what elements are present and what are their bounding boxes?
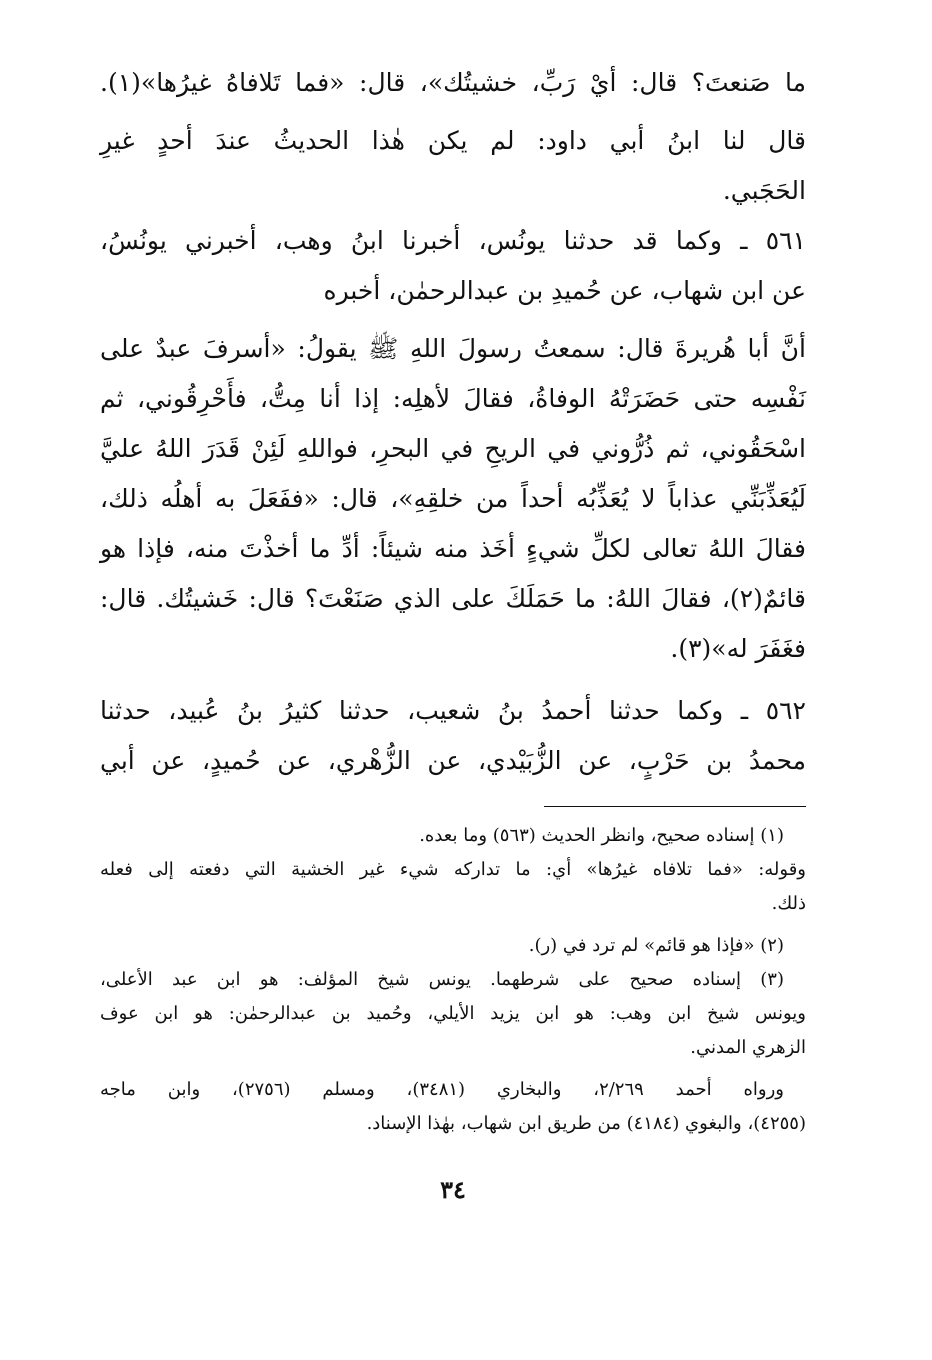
footnote-2: (٢) «فإذا هو قائم» لم ترد في (ر). (528, 935, 784, 956)
text-line: اسْحَقُوني، ثم ذُرُّوني في الريحِ في البحرِ، فواللهِ لَئِنْ قَدَرَ اللهُ عليَّ (100, 434, 806, 463)
hadith-561-line: ٥٦١ ـ وكما قد حدثنا يونُس، أخبرنا ابنُ وهب، أخبرني يونُسُ، (100, 226, 806, 255)
text-line: محمدُ بن حَرْبٍ، عن الزُّبَيْدي، عن الزُّهْري، عن حُميدٍ، عن أبي (100, 746, 806, 775)
text-line: عن ابن شهاب، عن حُميدِ بن عبدالرحمٰن، أخبره (323, 276, 806, 305)
book-page (100, 70, 806, 1330)
footnote-3: (٣) إسناده صحيح على شرطهما. يونس شيخ المؤلف: هو ابن عبد الأعلى، (100, 969, 784, 990)
footnote-separator (544, 806, 806, 807)
footnote-line: ذلك. (771, 893, 806, 914)
footnotes (100, 827, 806, 1149)
main-text (100, 70, 806, 798)
footnote-1: (١) إسناده صحيح، وانظر الحديث (٥٦٣) وما بعده. (419, 825, 784, 846)
text-line: أنَّ أبا هُريرةَ قال: سمعتُ رسولَ اللهِ ﷺ يقولُ: «أسرفَ عبدٌ على (100, 334, 806, 363)
footnote-line: الزهري المدني. (690, 1037, 806, 1058)
page-number: ٣٤ (440, 1175, 466, 1204)
text-line: الحَجَبي. (722, 176, 806, 205)
footnote-line: ورواه أحمد ٢/٢٦٩، والبخاري (٣٤٨١)، ومسلم (٢٧٥٦)، وابن ماجه (100, 1079, 784, 1100)
footnote-line: (٤٢٥٥)، والبغوي (٤١٨٤) من طريق ابن شهاب، بهٰذا الإسناد. (366, 1113, 806, 1134)
text-line: قائمٌ(٢)، فقالَ اللهُ: ما حَمَلَكَ على الذي صَنَعْتَ؟ قال: خَشيتُك. قال: (100, 584, 806, 613)
text-line: فغَفَرَ له»(٣). (670, 634, 806, 663)
text-line: فقالَ اللهُ تعالى لكلِّ شيءٍ أخَذ منه شيئاً: أدِّ ما أخذْتَ منه، فإذا هو (100, 534, 806, 563)
text-line: لَيُعَذِّبَنِّي عذاباً لا يُعَذِّبُه أحداً من خلقِهِ»، قال: «ففَعَلَ به أهلُه ذلك، (100, 484, 806, 513)
footnote-line: ويونس شيخ ابن وهب: هو ابن يزيد الأيلي، وحُميد بن عبدالرحمٰن: هو ابن عوف (100, 1003, 806, 1024)
text-line: ما صَنعتَ؟ قال: أيْ رَبِّ، خشيتُك»، قال: «فما تَلافاهُ غيرُها»(١). (100, 68, 806, 97)
hadith-562-line: ٥٦٢ ـ وكما حدثنا أحمدُ بنُ شعيب، حدثنا كثيرُ بنُ عُبيد، حدثنا (100, 696, 806, 725)
footnote-line: وقوله: «فما تلافاه غيرُها» أي: ما تداركه شيء غير الخشية التي دفعته إلى فعله (100, 859, 806, 880)
text-line: قال لنا ابنُ أبي داود: لم يكن هٰذا الحديثُ عندَ أحدٍ غيرِ (100, 126, 806, 155)
text-line: نَفْسِه حتى حَضَرَتْهُ الوفاةُ، فقالَ لأهلِه: إذا أنا مِتُّ، فأَحْرِقُوني، ثم (100, 384, 806, 413)
